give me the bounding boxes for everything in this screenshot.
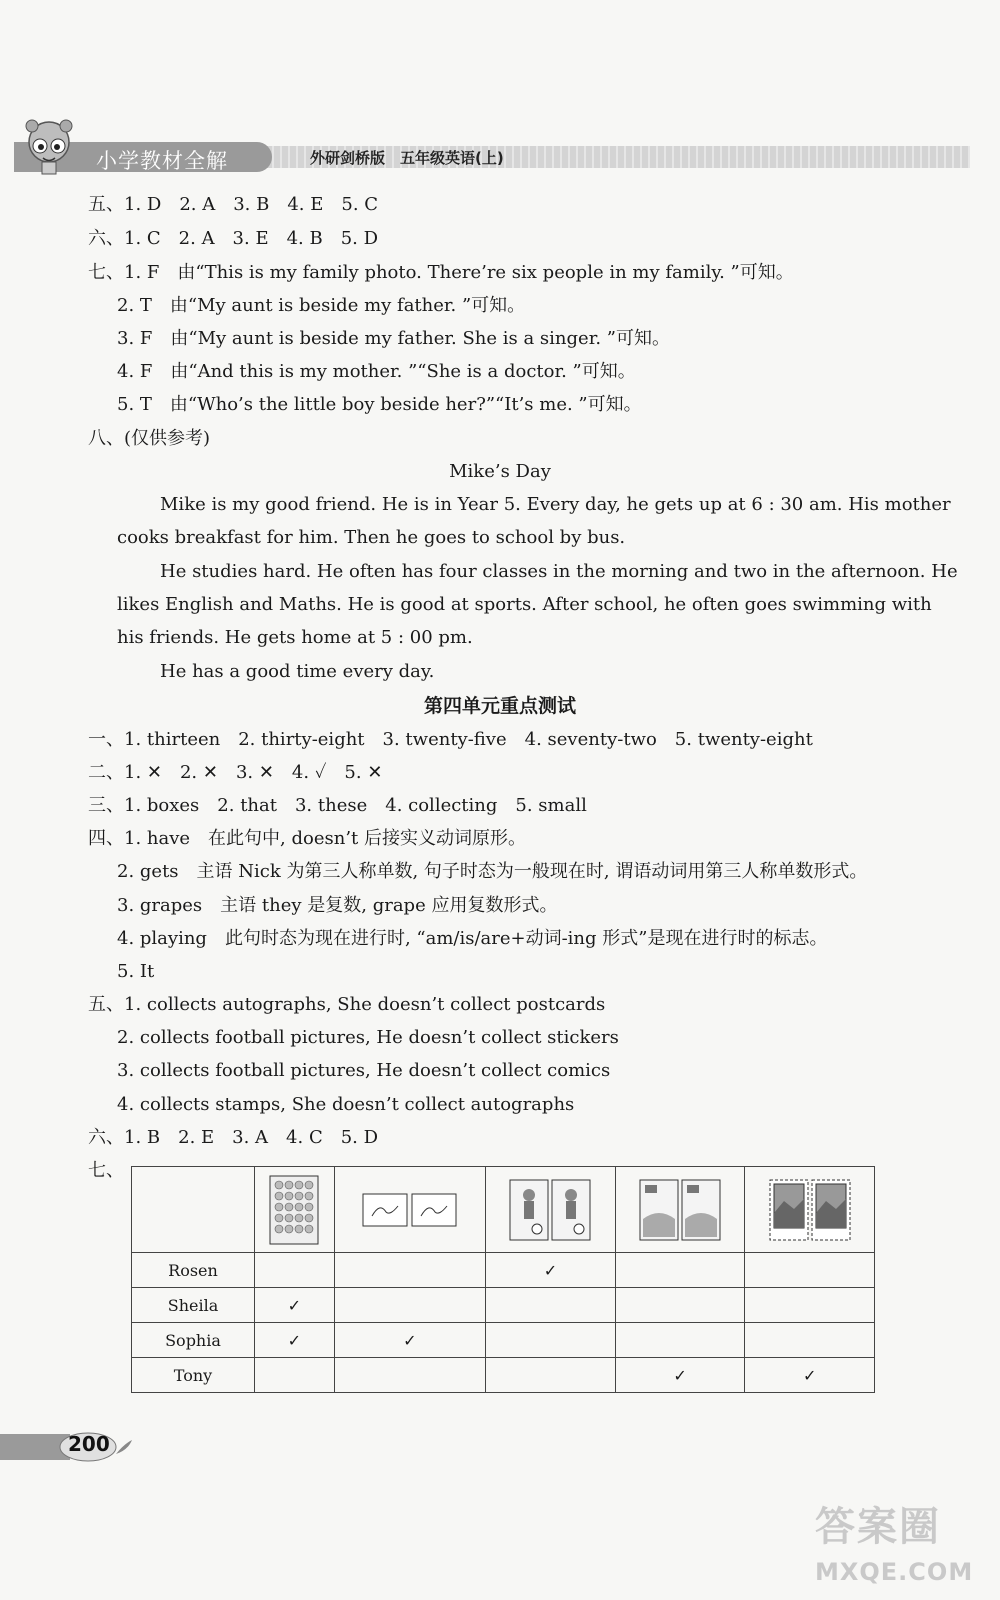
test-line: 4. collects stamps, She doesn’t collect autographs (117, 1094, 575, 1115)
unit-test-title: 第四单元重点测试 (423, 695, 576, 717)
essay-line: cooks breakfast for him. Then he goes to school by bus. (117, 527, 626, 548)
book-edition: 外研剑桥版 五年级英语(上) (310, 149, 504, 167)
check-cell (334, 1253, 485, 1288)
test-line: 一、1. thirteen 2. thirty-eight 3. twenty-five 4. seventy-two 5. twenty-eight (88, 729, 813, 750)
test-line: 六、1. B 2. E 3. A 4. C 5. D (88, 1127, 379, 1148)
postcards-icon (639, 1179, 721, 1241)
section-7-line-5: 5. T 由“Who’s the little boy beside her?”“It’s me. ”可知。 (117, 394, 642, 415)
check-cell: ✓ (334, 1323, 485, 1358)
section-6-answers: 六、1. C 2. A 3. E 4. B 5. D (88, 228, 379, 249)
watermark (815, 1495, 973, 1586)
stamps-column-header (745, 1167, 875, 1253)
section-7-line-3: 3. F 由“My aunt is beside my father. She is a singer. ”可知。 (117, 328, 670, 349)
mascot-icon (18, 118, 80, 176)
check-cell (745, 1253, 875, 1288)
test-line: 5. It (117, 961, 155, 982)
stickers-icon (269, 1175, 319, 1245)
check-cell (486, 1288, 616, 1323)
student-name: Sheila (132, 1288, 255, 1323)
check-cell (255, 1253, 335, 1288)
check-cell (486, 1323, 616, 1358)
brand-name: 小学教材全解 (96, 149, 228, 173)
student-name: Sophia (132, 1323, 255, 1358)
student-name: Tony (132, 1358, 255, 1393)
stamps-icon (769, 1179, 851, 1241)
check-cell (615, 1253, 745, 1288)
check-cell (745, 1323, 875, 1358)
section-8-label: 八、(仅供参考) (88, 428, 211, 449)
student-name: Rosen (132, 1253, 255, 1288)
autographs-column-header (334, 1167, 485, 1253)
section-7-line-2: 2. T 由“My aunt is beside my father. ”可知。 (117, 295, 526, 316)
watermark-url: MXQE.COM (815, 1558, 974, 1586)
check-cell (486, 1358, 616, 1393)
section-7-line-1: 七、1. F 由“This is my family photo. There’re six people in my family. ”可知。 (88, 262, 794, 283)
test-line: 3. grapes 主语 they 是复数, grape 应用复数形式。 (117, 895, 558, 916)
check-cell (615, 1323, 745, 1358)
football-pictures-column-header (486, 1167, 616, 1253)
check-cell: ✓ (255, 1323, 335, 1358)
test-line: 2. collects football pictures, He doesn’t collect stickers (117, 1027, 619, 1048)
check-cell: ✓ (486, 1253, 616, 1288)
check-cell: ✓ (615, 1358, 745, 1393)
check-cell: ✓ (255, 1288, 335, 1323)
test-line: 三、1. boxes 2. that 3. these 4. collecting 5. small (88, 795, 587, 816)
check-cell (334, 1358, 485, 1393)
check-cell: ✓ (745, 1358, 875, 1393)
section-5-answers: 五、1. D 2. A 3. B 4. E 5. C (88, 194, 379, 215)
test-line: 2. gets 主语 Nick 为第三人称单数, 句子时态为一般现在时, 谓语动词用第三人称单数形式。 (117, 861, 868, 882)
test-line: 4. playing 此句时态为现在进行时, “am/is/are+动词-ing 形式”是现在进行时的标志。 (117, 928, 828, 949)
collection-table (131, 1166, 875, 1393)
postcards-column-header (615, 1167, 745, 1253)
table-row (132, 1288, 875, 1323)
essay-line: He studies hard. He often has four classes in the morning and two in the afternoon. He (160, 561, 958, 582)
table-row (132, 1358, 875, 1393)
check-cell (255, 1358, 335, 1393)
table-corner-cell (132, 1167, 255, 1253)
test-line: 二、1. ✕ 2. ✕ 3. ✕ 4. ✓ 5. ✕ (88, 762, 383, 783)
test-line: 四、1. have 在此句中, doesn’t 后接实义动词原形。 (88, 828, 527, 849)
essay-line: his friends. He gets home at 5 : 00 pm. (117, 627, 473, 648)
essay-line: likes English and Maths. He is good at sports. After school, he often goes swimming with (117, 594, 932, 615)
page-number: 200 (68, 1432, 110, 1456)
autograph-cards-icon (362, 1190, 458, 1230)
page-header (0, 138, 1000, 178)
check-cell (745, 1288, 875, 1323)
watermark-brand: 答案圈 (815, 1504, 941, 1550)
test-line: 五、1. collects autographs, She doesn’t collect postcards (88, 994, 606, 1015)
table-row (132, 1323, 875, 1358)
essay-line: Mike is my good friend. He is in Year 5. Every day, he gets up at 6 : 30 am. His mother (160, 494, 951, 515)
stickers-column-header (255, 1167, 335, 1253)
football-pictures-icon (509, 1179, 591, 1241)
section-7-line-4: 4. F 由“And this is my mother. ”“She is a doctor. ”可知。 (117, 361, 636, 382)
table-row (132, 1253, 875, 1288)
section-7-table-label: 七、 (88, 1160, 124, 1181)
check-cell (334, 1288, 485, 1323)
test-line: 3. collects football pictures, He doesn’t collect comics (117, 1060, 611, 1081)
table-header-row (132, 1167, 875, 1253)
check-cell (615, 1288, 745, 1323)
essay-line: He has a good time every day. (160, 661, 435, 682)
essay-title: Mike’s Day (449, 461, 551, 482)
